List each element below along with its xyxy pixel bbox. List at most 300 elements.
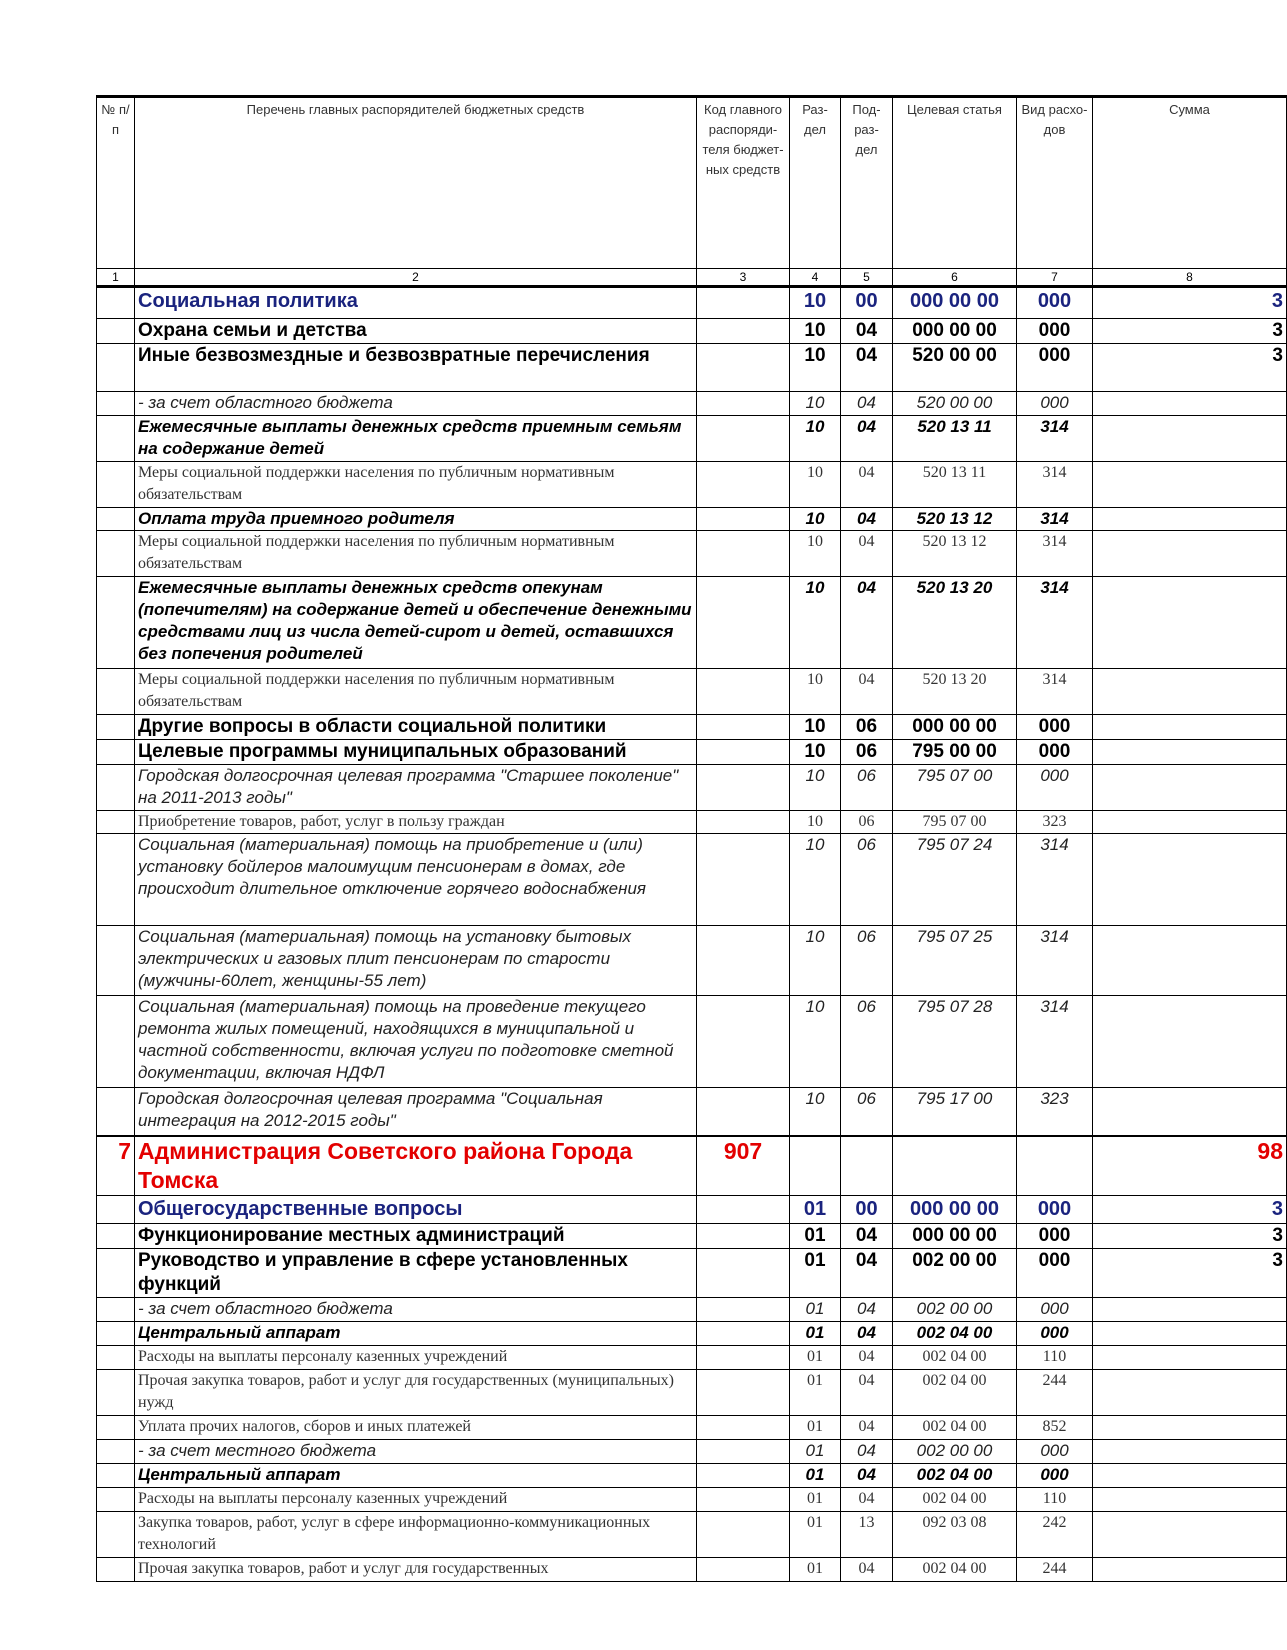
row-razdel: 01 (790, 1249, 841, 1298)
row-name: Городская долгосрочная целевая программа "Старшее поколение" на 2011-2013 годы" (135, 765, 697, 811)
row-summa (1093, 462, 1287, 508)
row-cel: 002 00 00 (893, 1440, 1017, 1464)
row-vid: 000 (1017, 392, 1093, 416)
row-summa (1093, 1298, 1287, 1322)
row-code (697, 577, 790, 669)
row-summa (1093, 577, 1287, 669)
row-vid: 110 (1017, 1346, 1093, 1370)
row-number (97, 926, 135, 996)
row-vid: 323 (1017, 1088, 1093, 1136)
row-podrazdel: 06 (841, 811, 893, 834)
budget-table (96, 95, 1287, 1582)
table-row (97, 1488, 1287, 1512)
row-summa (1093, 1088, 1287, 1136)
row-cel: 795 07 00 (893, 811, 1017, 834)
row-podrazdel: 04 (841, 669, 893, 715)
row-vid: 000 (1017, 765, 1093, 811)
row-number (97, 1224, 135, 1249)
row-summa (1093, 765, 1287, 811)
row-razdel: 10 (790, 996, 841, 1088)
row-vid: 000 (1017, 740, 1093, 765)
table-row (97, 740, 1287, 765)
row-razdel: 10 (790, 765, 841, 811)
row-number: 7 (97, 1136, 135, 1196)
table-row (97, 416, 1287, 462)
row-summa (1093, 1558, 1287, 1582)
row-number (97, 1416, 135, 1440)
row-code (697, 392, 790, 416)
row-code (697, 416, 790, 462)
row-number (97, 1488, 135, 1512)
row-podrazdel: 06 (841, 715, 893, 740)
row-cel: 002 04 00 (893, 1416, 1017, 1440)
row-razdel: 01 (790, 1440, 841, 1464)
row-cel: 520 13 11 (893, 462, 1017, 508)
row-code (697, 508, 790, 531)
row-podrazdel: 06 (841, 834, 893, 926)
row-code (697, 1558, 790, 1582)
row-code (697, 1346, 790, 1370)
row-vid: 314 (1017, 416, 1093, 462)
row-razdel: 01 (790, 1196, 841, 1224)
row-number (97, 996, 135, 1088)
row-vid: 000 (1017, 1224, 1093, 1249)
row-code (697, 1512, 790, 1558)
row-vid: 852 (1017, 1416, 1093, 1440)
table-row (97, 1322, 1287, 1346)
row-code (697, 669, 790, 715)
row-number (97, 715, 135, 740)
row-summa (1093, 1512, 1287, 1558)
table-row (97, 1196, 1287, 1224)
row-cel: 520 13 11 (893, 416, 1017, 462)
row-razdel: 01 (790, 1464, 841, 1488)
row-podrazdel: 04 (841, 1488, 893, 1512)
row-cel: 795 00 00 (893, 740, 1017, 765)
table-body (97, 287, 1287, 1582)
row-razdel: 10 (790, 344, 841, 392)
row-summa (1093, 416, 1287, 462)
table-row (97, 1512, 1287, 1558)
row-summa (1093, 1488, 1287, 1512)
row-code (697, 926, 790, 996)
header-name: Перечень главных распорядителей бюджетных средств (135, 97, 697, 269)
row-razdel: 10 (790, 319, 841, 344)
table-row (97, 508, 1287, 531)
row-number (97, 765, 135, 811)
row-name: Меры социальной поддержки населения по публичным нормативным обязательствам (135, 669, 697, 715)
row-number (97, 508, 135, 531)
header-cel: Целевая статья (893, 97, 1017, 269)
row-name: Прочая закупка товаров, работ и услуг для государственных (муниципальных) нужд (135, 1370, 697, 1416)
header-summa: Сумма (1093, 97, 1287, 269)
row-razdel (790, 1136, 841, 1196)
row-summa (1093, 1346, 1287, 1370)
row-cel: 520 13 20 (893, 577, 1017, 669)
row-razdel: 10 (790, 392, 841, 416)
row-vid: 000 (1017, 287, 1093, 319)
row-podrazdel: 04 (841, 1322, 893, 1346)
row-razdel: 10 (790, 926, 841, 996)
row-name: - за счет областного бюджета (135, 392, 697, 416)
row-number (97, 577, 135, 669)
row-vid: 314 (1017, 531, 1093, 577)
row-cel: 002 04 00 (893, 1346, 1017, 1370)
row-summa (1093, 811, 1287, 834)
row-vid: 323 (1017, 811, 1093, 834)
row-podrazdel: 04 (841, 462, 893, 508)
row-vid: 314 (1017, 926, 1093, 996)
row-name: - за счет областного бюджета (135, 1298, 697, 1322)
row-razdel: 10 (790, 740, 841, 765)
row-name: Оплата труда приемного родителя (135, 508, 697, 531)
row-cel: 520 13 12 (893, 531, 1017, 577)
row-name: Прочая закупка товаров, работ и услуг для государственных (135, 1558, 697, 1582)
row-summa (1093, 531, 1287, 577)
row-cel: 002 04 00 (893, 1558, 1017, 1582)
table-row (97, 392, 1287, 416)
table-row (97, 669, 1287, 715)
row-number (97, 1512, 135, 1558)
row-number (97, 1440, 135, 1464)
colnum-5: 5 (841, 269, 893, 287)
row-podrazdel: 04 (841, 1370, 893, 1416)
row-vid: 000 (1017, 1464, 1093, 1488)
row-summa: 3 (1093, 1224, 1287, 1249)
table-row (97, 1088, 1287, 1136)
row-code (697, 715, 790, 740)
row-podrazdel: 04 (841, 392, 893, 416)
row-code: 907 (697, 1136, 790, 1196)
row-podrazdel: 04 (841, 1558, 893, 1582)
row-name: Меры социальной поддержки населения по публичным нормативным обязательствам (135, 531, 697, 577)
row-number (97, 740, 135, 765)
row-summa: 98 (1093, 1136, 1287, 1196)
row-name: Расходы на выплаты персоналу казенных учреждений (135, 1488, 697, 1512)
header-razdel: Раз-дел (790, 97, 841, 269)
row-code (697, 1488, 790, 1512)
row-cel: 795 07 24 (893, 834, 1017, 926)
row-podrazdel: 04 (841, 1416, 893, 1440)
row-number (97, 287, 135, 319)
row-cel: 002 04 00 (893, 1464, 1017, 1488)
table-row (97, 319, 1287, 344)
table-row (97, 834, 1287, 926)
row-razdel: 10 (790, 811, 841, 834)
row-number (97, 416, 135, 462)
row-cel: 092 03 08 (893, 1512, 1017, 1558)
row-cel: 520 13 12 (893, 508, 1017, 531)
row-code (697, 462, 790, 508)
row-code (697, 740, 790, 765)
row-cel: 000 00 00 (893, 1196, 1017, 1224)
row-name: Социальная политика (135, 287, 697, 319)
row-podrazdel: 04 (841, 1249, 893, 1298)
row-number (97, 462, 135, 508)
table-row (97, 811, 1287, 834)
row-podrazdel: 04 (841, 1464, 893, 1488)
row-number (97, 1464, 135, 1488)
colnum-1: 1 (97, 269, 135, 287)
header-vid: Вид расхо-дов (1017, 97, 1093, 269)
row-number (97, 1370, 135, 1416)
row-summa: 3 (1093, 1196, 1287, 1224)
row-name: Общегосударственные вопросы (135, 1196, 697, 1224)
row-vid: 314 (1017, 834, 1093, 926)
row-name: Расходы на выплаты персоналу казенных учреждений (135, 1346, 697, 1370)
row-code (697, 531, 790, 577)
row-razdel: 01 (790, 1488, 841, 1512)
row-summa (1093, 715, 1287, 740)
row-summa (1093, 1464, 1287, 1488)
row-podrazdel: 06 (841, 1088, 893, 1136)
table-row (97, 996, 1287, 1088)
row-cel: 795 07 00 (893, 765, 1017, 811)
row-razdel: 10 (790, 577, 841, 669)
row-podrazdel (841, 1136, 893, 1196)
row-name: Центральный аппарат (135, 1322, 697, 1346)
row-razdel: 01 (790, 1224, 841, 1249)
row-name: Целевые программы муниципальных образований (135, 740, 697, 765)
row-vid: 244 (1017, 1370, 1093, 1416)
row-razdel: 01 (790, 1512, 841, 1558)
row-vid: 242 (1017, 1512, 1093, 1558)
row-name: Охрана семьи и детства (135, 319, 697, 344)
row-podrazdel: 04 (841, 1346, 893, 1370)
row-code (697, 1298, 790, 1322)
row-podrazdel: 00 (841, 1196, 893, 1224)
row-razdel: 01 (790, 1346, 841, 1370)
row-razdel: 01 (790, 1370, 841, 1416)
column-number-row (97, 269, 1287, 287)
row-vid: 000 (1017, 715, 1093, 740)
row-summa: 3 (1093, 1249, 1287, 1298)
table-row (97, 1224, 1287, 1249)
row-cel: 000 00 00 (893, 715, 1017, 740)
row-vid: 000 (1017, 1440, 1093, 1464)
colnum-3: 3 (697, 269, 790, 287)
row-name: Иные безвозмездные и безвозвратные перечисления (135, 344, 697, 392)
row-razdel: 10 (790, 531, 841, 577)
row-podrazdel: 04 (841, 1298, 893, 1322)
row-razdel: 10 (790, 508, 841, 531)
table-row (97, 1558, 1287, 1582)
colnum-2: 2 (135, 269, 697, 287)
row-podrazdel: 06 (841, 926, 893, 996)
row-number (97, 669, 135, 715)
row-summa: 3 (1093, 344, 1287, 392)
table-header-row (97, 97, 1287, 269)
row-name: Руководство и управление в сфере установленных функций (135, 1249, 697, 1298)
table-row (97, 531, 1287, 577)
row-number (97, 1249, 135, 1298)
row-cel: 520 00 00 (893, 392, 1017, 416)
row-number (97, 1346, 135, 1370)
row-summa (1093, 926, 1287, 996)
row-code (697, 1322, 790, 1346)
row-vid: 000 (1017, 1322, 1093, 1346)
row-name: Функционирование местных администраций (135, 1224, 697, 1249)
row-code (697, 287, 790, 319)
row-vid: 000 (1017, 1249, 1093, 1298)
row-name: Социальная (материальная) помощь на приобретение и (или) установку бойлеров малоимущим пенсионерам в домах, где происходит длительное отключение горячего водоснабжения (135, 834, 697, 926)
table-row (97, 715, 1287, 740)
row-vid: 314 (1017, 669, 1093, 715)
row-name: Уплата прочих налогов, сборов и иных платежей (135, 1416, 697, 1440)
table-row (97, 1136, 1287, 1196)
row-number (97, 392, 135, 416)
table-row (97, 577, 1287, 669)
row-name: Приобретение товаров, работ, услуг в пользу граждан (135, 811, 697, 834)
row-number (97, 1322, 135, 1346)
row-vid: 314 (1017, 462, 1093, 508)
row-name: Ежемесячные выплаты денежных средств приемным семьям на содержание детей (135, 416, 697, 462)
row-cel: 000 00 00 (893, 287, 1017, 319)
colnum-8: 8 (1093, 269, 1287, 287)
row-number (97, 834, 135, 926)
row-name: Другие вопросы в области социальной политики (135, 715, 697, 740)
row-cel: 002 04 00 (893, 1488, 1017, 1512)
row-razdel: 01 (790, 1322, 841, 1346)
row-cel (893, 1136, 1017, 1196)
row-vid: 000 (1017, 1196, 1093, 1224)
row-summa (1093, 1440, 1287, 1464)
row-code (697, 811, 790, 834)
table-row (97, 462, 1287, 508)
table-row (97, 765, 1287, 811)
row-podrazdel: 04 (841, 416, 893, 462)
row-vid (1017, 1136, 1093, 1196)
row-code (697, 344, 790, 392)
header-podrazdel: Под-раз-дел (841, 97, 893, 269)
row-podrazdel: 04 (841, 344, 893, 392)
row-code (697, 1088, 790, 1136)
row-number (97, 319, 135, 344)
row-summa: 3 (1093, 319, 1287, 344)
row-code (697, 319, 790, 344)
row-vid: 110 (1017, 1488, 1093, 1512)
row-cel: 795 17 00 (893, 1088, 1017, 1136)
row-razdel: 01 (790, 1558, 841, 1582)
row-podrazdel: 04 (841, 531, 893, 577)
row-code (697, 1196, 790, 1224)
row-code (697, 1249, 790, 1298)
row-summa (1093, 1370, 1287, 1416)
row-razdel: 10 (790, 462, 841, 508)
table-row (97, 926, 1287, 996)
row-summa (1093, 1322, 1287, 1346)
row-podrazdel: 04 (841, 1440, 893, 1464)
header-num: № п/п (97, 97, 135, 269)
row-razdel: 10 (790, 416, 841, 462)
row-podrazdel: 04 (841, 508, 893, 531)
row-cel: 520 00 00 (893, 344, 1017, 392)
row-number (97, 1196, 135, 1224)
row-cel: 795 07 28 (893, 996, 1017, 1088)
row-razdel: 10 (790, 715, 841, 740)
row-podrazdel: 06 (841, 740, 893, 765)
row-name: Администрация Советского района Города Томска (135, 1136, 697, 1196)
table-row (97, 1298, 1287, 1322)
table-row (97, 1249, 1287, 1298)
row-cel: 520 13 20 (893, 669, 1017, 715)
row-number (97, 531, 135, 577)
row-cel: 795 07 25 (893, 926, 1017, 996)
row-vid: 314 (1017, 577, 1093, 669)
row-summa (1093, 1416, 1287, 1440)
row-code (697, 1464, 790, 1488)
row-razdel: 01 (790, 1416, 841, 1440)
row-cel: 000 00 00 (893, 319, 1017, 344)
row-podrazdel: 06 (841, 996, 893, 1088)
row-cel: 002 00 00 (893, 1249, 1017, 1298)
row-vid: 314 (1017, 508, 1093, 531)
row-summa (1093, 392, 1287, 416)
row-code (697, 1224, 790, 1249)
row-summa (1093, 834, 1287, 926)
row-cel: 002 00 00 (893, 1298, 1017, 1322)
row-summa (1093, 996, 1287, 1088)
row-razdel: 10 (790, 1088, 841, 1136)
row-number (97, 344, 135, 392)
row-name: Социальная (материальная) помощь на проведение текущего ремонта жилых помещений, находящихся в муниципальной и частной собственности, включая услуги по подготовке сметной документации, включая НДФЛ (135, 996, 697, 1088)
row-vid: 000 (1017, 344, 1093, 392)
row-number (97, 1088, 135, 1136)
row-summa: 3 (1093, 287, 1287, 319)
colnum-7: 7 (1017, 269, 1093, 287)
row-podrazdel: 00 (841, 287, 893, 319)
row-razdel: 10 (790, 669, 841, 715)
table-row (97, 1440, 1287, 1464)
row-razdel: 10 (790, 834, 841, 926)
row-summa (1093, 740, 1287, 765)
row-code (697, 834, 790, 926)
row-code (697, 1416, 790, 1440)
row-cel: 002 04 00 (893, 1322, 1017, 1346)
row-podrazdel: 04 (841, 1224, 893, 1249)
table-row (97, 344, 1287, 392)
row-name: Закупка товаров, работ, услуг в сфере информационно-коммуникационных технологий (135, 1512, 697, 1558)
colnum-6: 6 (893, 269, 1017, 287)
row-number (97, 811, 135, 834)
row-razdel: 10 (790, 287, 841, 319)
row-podrazdel: 04 (841, 319, 893, 344)
row-vid: 314 (1017, 996, 1093, 1088)
row-cel: 002 04 00 (893, 1370, 1017, 1416)
row-podrazdel: 06 (841, 765, 893, 811)
header-code: Код главного распоряди-теля бюджет-ных средств (697, 97, 790, 269)
row-cel: 000 00 00 (893, 1224, 1017, 1249)
row-code (697, 996, 790, 1088)
colnum-4: 4 (790, 269, 841, 287)
row-name: - за счет местного бюджета (135, 1440, 697, 1464)
row-number (97, 1298, 135, 1322)
table-row (97, 1346, 1287, 1370)
table-row (97, 1370, 1287, 1416)
row-number (97, 1558, 135, 1582)
row-name: Городская долгосрочная целевая программа "Социальная интеграция на 2012-2015 годы" (135, 1088, 697, 1136)
row-summa (1093, 508, 1287, 531)
row-code (697, 1440, 790, 1464)
table-row (97, 1464, 1287, 1488)
row-code (697, 1370, 790, 1416)
table-row (97, 287, 1287, 319)
row-razdel: 01 (790, 1298, 841, 1322)
row-name: Меры социальной поддержки населения по публичным нормативным обязательствам (135, 462, 697, 508)
row-code (697, 765, 790, 811)
row-name: Социальная (материальная) помощь на установку бытовых электрических и газовых плит пенсионерам по старости (мужчины-60лет, женщины-55 лет) (135, 926, 697, 996)
table-row (97, 1416, 1287, 1440)
